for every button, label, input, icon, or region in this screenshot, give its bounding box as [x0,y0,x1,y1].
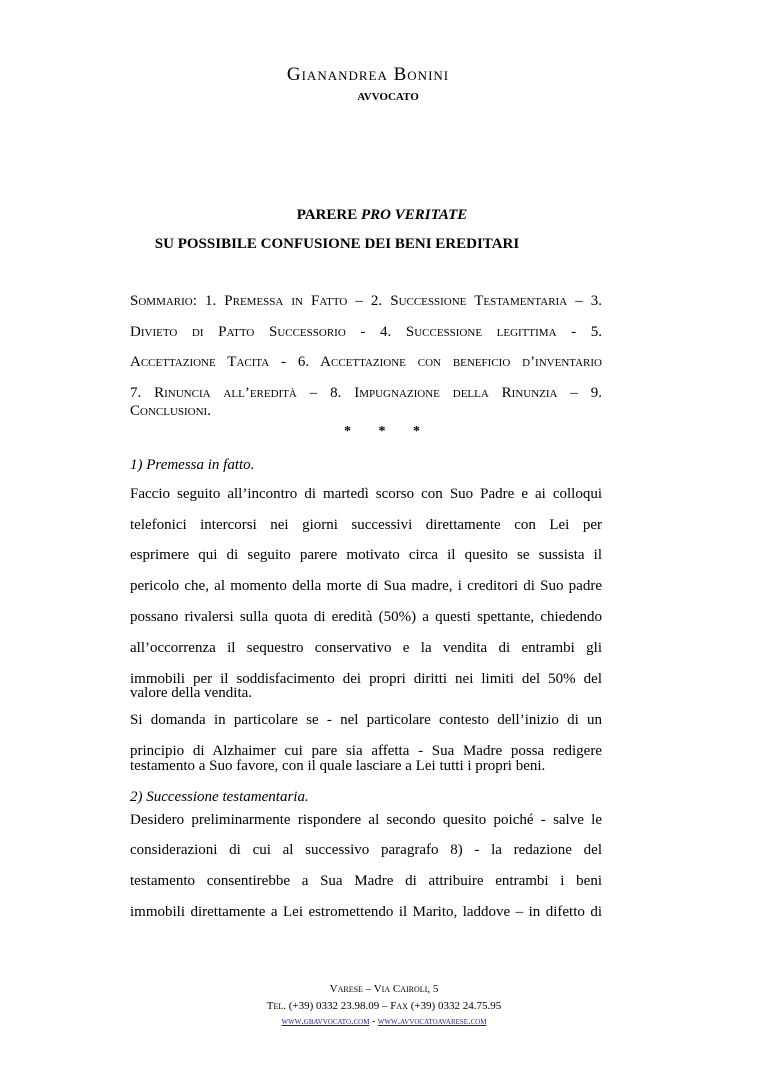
summary-line: Divieto di Patto Successorio - 4. Successione legittima - 5. [130,324,602,340]
paragraph-line: immobili per il soddisfacimento dei propri diritti nei limiti del 50% del [130,671,602,687]
paragraph-line: considerazioni di cui al successivo paragrafo 8) - la redazione del [130,842,602,858]
section-separator: * * * [344,424,432,439]
paragraph-line: Si domanda in particolare se - nel particolare contesto dell’inizio di un [130,712,602,728]
website-separator: - [369,1016,378,1027]
paragraph-line: testamento consentirebbe a Sua Madre di attribuire entrambi i beni [130,873,602,889]
summary-line: Conclusioni. [130,403,211,419]
summary-line: Sommario: 1. Premessa in Fatto – 2. Successione Testamentaria – 3. [130,293,602,309]
website-link-avvocatoavarese[interactable]: www.avvocatoavarese.com [377,1016,487,1027]
title-italic: PRO VERITATE [361,207,468,223]
section1-heading: 1) Premessa in fatto. [130,457,255,473]
paragraph-line: testamento a Suo favore, con il quale lasciare a Lei tutti i propri beni. [130,758,546,774]
header-lawyer-role: AVVOCATO [357,91,419,103]
section2-heading: 2) Successione testamentaria. [130,789,309,805]
paragraph-line: possano rivalersi sulla quota di eredità (50%) a questi spettante, chiedendo [130,609,602,625]
paragraph-line: esprimere qui di seguito parere motivato circa il quesito se sussista il [130,547,602,563]
header-lawyer-name: Gianandrea Bonini [286,64,450,85]
paragraph-line: valore della vendita. [130,685,253,701]
paragraph-line: principio di Alzhaimer cui pare sia affetta - Sua Madre possa redigere [130,743,602,759]
website-link-gbavvocato[interactable]: www.gbavvocato.com [281,1016,370,1027]
title-prefix: PARERE [296,207,361,223]
section-heading [130,450,602,481]
summary-line: 7. Rinuncia all’eredità – 8. Impugnazione della Rinunzia – 9. [130,385,602,401]
footer-address: Varese – Via Cairoli, 5 [329,983,439,995]
paragraph-line: pericolo che, al momento della morte di Sua madre, i creditori di Suo padre [130,578,602,594]
paragraph-line: all’occorrenza il sequestro conservativo e la vendita di entrambi gli [130,640,602,656]
paragraph-line: immobili direttamente a Lei estromettendo il Marito, laddove – in difetto di [130,904,602,920]
footer-contacts: Tel. (+39) 0332 23.98.09 – Fax (+39) 0332 24.75.95 [266,1000,502,1012]
summary-line: Accettazione Tacita - 6. Accettazione con beneficio d’inventario [130,354,602,370]
paragraph-line: telefonici intercorsi nei giorni successivi direttamente con Lei per [130,517,602,533]
document-title [0,207,766,224]
paragraph-line: Desidero preliminarmente rispondere al secondo quesito poiché - salve le [130,812,602,828]
document-subtitle: SU POSSIBILE CONFUSIONE DEI BENI EREDITARI [154,236,520,252]
paragraph-line: Faccio seguito all’incontro di martedì scorso con Suo Padre e ai colloqui [130,486,602,502]
footer-websites [0,1016,768,1027]
